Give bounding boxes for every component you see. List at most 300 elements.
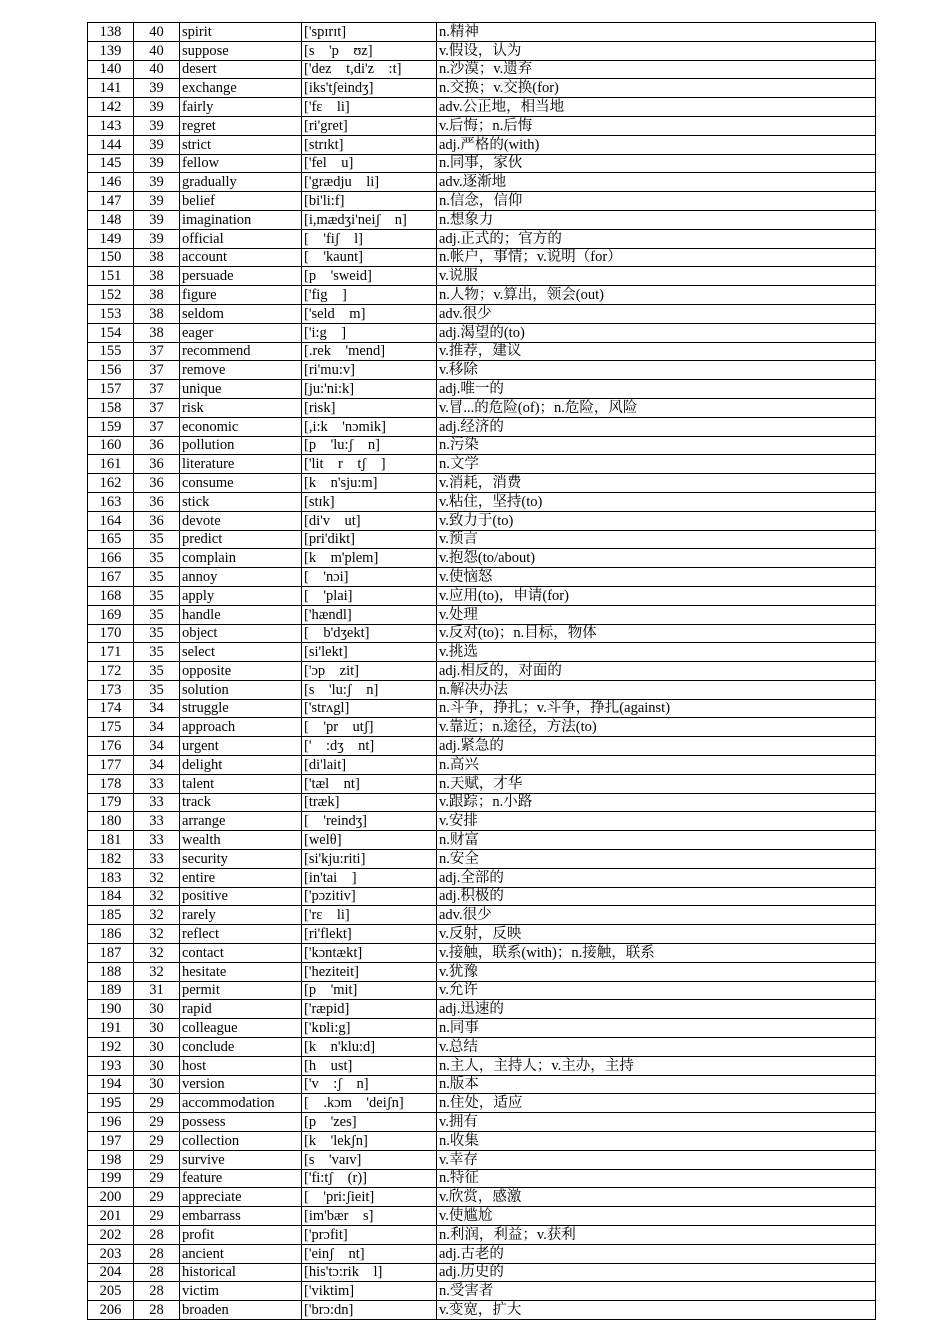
table-row [88,756,876,775]
rank-cell: 138 [88,23,134,42]
frequency-cell: 35 [134,680,180,699]
word-cell: permit [180,981,302,1000]
word-cell: pollution [180,436,302,455]
rank-cell: 178 [88,774,134,793]
rank-cell: 182 [88,850,134,869]
phonetic-cell: [s 'p ʊz] [302,41,437,60]
phonetic-cell: [træk] [302,793,437,812]
word-cell: possess [180,1113,302,1132]
frequency-cell: 35 [134,586,180,605]
phonetic-cell: [p 'lu:ʃ n] [302,436,437,455]
table-row [88,192,876,211]
phonetic-cell: [risk] [302,398,437,417]
phonetic-cell: [ 'reindʒ] [302,812,437,831]
table-row [88,887,876,906]
word-cell: stick [180,492,302,511]
frequency-cell: 30 [134,1038,180,1057]
rank-cell: 196 [88,1113,134,1132]
rank-cell: 189 [88,981,134,1000]
rank-cell: 165 [88,530,134,549]
table-row [88,361,876,380]
definition-cell: n.解决办法 [437,680,876,699]
rank-cell: 174 [88,699,134,718]
word-cell: fairly [180,98,302,117]
word-cell: annoy [180,568,302,587]
frequency-cell: 29 [134,1207,180,1226]
phonetic-cell: [ .kɔm 'deiʃn] [302,1094,437,1113]
table-row [88,154,876,173]
frequency-cell: 39 [134,98,180,117]
phonetic-cell: [ri'gret] [302,116,437,135]
word-cell: account [180,248,302,267]
definition-cell: v.跟踪；n.小路 [437,793,876,812]
definition-cell: n.想象力 [437,210,876,229]
phonetic-cell: [s 'lu:ʃ n] [302,680,437,699]
frequency-cell: 38 [134,286,180,305]
rank-cell: 148 [88,210,134,229]
table-row [88,1244,876,1263]
definition-cell: n.斗争，挣扎；v.斗争，挣扎(against) [437,699,876,718]
table-row [88,267,876,286]
definition-cell: v.应用(to)，申请(for) [437,586,876,605]
rank-cell: 160 [88,436,134,455]
frequency-cell: 33 [134,812,180,831]
definition-cell: v.粘住，坚持(to) [437,492,876,511]
phonetic-cell: [h ust] [302,1056,437,1075]
frequency-cell: 40 [134,23,180,42]
rank-cell: 140 [88,60,134,79]
table-row [88,210,876,229]
rank-cell: 186 [88,925,134,944]
rank-cell: 159 [88,417,134,436]
rank-cell: 169 [88,605,134,624]
phonetic-cell: [si'kju:riti] [302,850,437,869]
frequency-cell: 33 [134,774,180,793]
rank-cell: 156 [88,361,134,380]
word-cell: risk [180,398,302,417]
frequency-cell: 39 [134,79,180,98]
phonetic-cell: [ 'pri:ʃieit] [302,1188,437,1207]
phonetic-cell: ['fɛ li] [302,98,437,117]
table-row [88,492,876,511]
rank-cell: 168 [88,586,134,605]
definition-cell: adj.全部的 [437,868,876,887]
table-row [88,530,876,549]
rank-cell: 151 [88,267,134,286]
definition-cell: v.消耗，消费 [437,474,876,493]
word-cell: strict [180,135,302,154]
word-cell: rarely [180,906,302,925]
definition-cell: v.总结 [437,1038,876,1057]
table-row [88,474,876,493]
table-row [88,568,876,587]
phonetic-cell: ['seld m] [302,304,437,323]
table-row [88,737,876,756]
table-row [88,962,876,981]
phonetic-cell: [ b'dʒekt] [302,624,437,643]
phonetic-cell: [ 'pr utʃ] [302,718,437,737]
definition-cell: v.接触，联系(with)；n.接触，联系 [437,944,876,963]
rank-cell: 161 [88,455,134,474]
definition-cell: n.交换；v.交换(for) [437,79,876,98]
phonetic-cell: [k m'plem] [302,549,437,568]
definition-cell: n.特征 [437,1169,876,1188]
phonetic-cell: [di'v ut] [302,511,437,530]
frequency-cell: 40 [134,60,180,79]
rank-cell: 158 [88,398,134,417]
rank-cell: 154 [88,323,134,342]
frequency-cell: 29 [134,1132,180,1151]
phonetic-cell: [ 'nɔi] [302,568,437,587]
frequency-cell: 39 [134,210,180,229]
word-cell: exchange [180,79,302,98]
rank-cell: 145 [88,154,134,173]
word-cell: collection [180,1132,302,1151]
word-cell: recommend [180,342,302,361]
word-cell: remove [180,361,302,380]
phonetic-cell: ['strʌgl] [302,699,437,718]
table-row [88,23,876,42]
definition-cell: adj.相反的，对面的 [437,662,876,681]
definition-cell: n.人物；v.算出，领会(out) [437,286,876,305]
word-cell: reflect [180,925,302,944]
table-row [88,1132,876,1151]
phonetic-cell: ['v :ʃ n] [302,1075,437,1094]
rank-cell: 179 [88,793,134,812]
rank-cell: 184 [88,887,134,906]
word-cell: belief [180,192,302,211]
word-cell: handle [180,605,302,624]
definition-cell: n.高兴 [437,756,876,775]
word-cell: version [180,1075,302,1094]
phonetic-cell: [in'tai ] [302,868,437,887]
definition-cell: n.同事 [437,1019,876,1038]
word-cell: economic [180,417,302,436]
rank-cell: 171 [88,643,134,662]
frequency-cell: 34 [134,699,180,718]
phonetic-cell: ['tæl nt] [302,774,437,793]
frequency-cell: 39 [134,229,180,248]
phonetic-cell: [his'tɔ:rik l] [302,1263,437,1282]
word-cell: historical [180,1263,302,1282]
phonetic-cell: [bi'li:f] [302,192,437,211]
definition-cell: adj.历史的 [437,1263,876,1282]
table-row [88,624,876,643]
definition-cell: v.变宽，扩大 [437,1301,876,1320]
table-row [88,1094,876,1113]
phonetic-cell: [.rek 'mend] [302,342,437,361]
word-cell: literature [180,455,302,474]
table-row [88,549,876,568]
table-row [88,342,876,361]
definition-cell: v.欣赏，感激 [437,1188,876,1207]
table-row [88,1282,876,1301]
phonetic-cell: ['hændl] [302,605,437,624]
rank-cell: 162 [88,474,134,493]
rank-cell: 205 [88,1282,134,1301]
frequency-cell: 39 [134,173,180,192]
word-cell: survive [180,1150,302,1169]
definition-cell: v.致力于(to) [437,511,876,530]
definition-cell: adj.严格的(with) [437,135,876,154]
frequency-cell: 29 [134,1150,180,1169]
word-cell: predict [180,530,302,549]
frequency-cell: 32 [134,962,180,981]
phonetic-cell: ['einʃ nt] [302,1244,437,1263]
word-cell: host [180,1056,302,1075]
frequency-cell: 35 [134,624,180,643]
frequency-cell: 38 [134,323,180,342]
definition-cell: n.天赋，才华 [437,774,876,793]
definition-cell: n.污染 [437,436,876,455]
phonetic-cell: ['ɔp zit] [302,662,437,681]
rank-cell: 206 [88,1301,134,1320]
word-cell: object [180,624,302,643]
rank-cell: 204 [88,1263,134,1282]
word-cell: regret [180,116,302,135]
definition-cell: adv.逐渐地 [437,173,876,192]
phonetic-cell: [pri'dikt] [302,530,437,549]
rank-cell: 152 [88,286,134,305]
table-row [88,398,876,417]
phonetic-cell: ['grædju li] [302,173,437,192]
table-row [88,831,876,850]
frequency-cell: 38 [134,304,180,323]
rank-cell: 141 [88,79,134,98]
rank-cell: 150 [88,248,134,267]
rank-cell: 195 [88,1094,134,1113]
table-row [88,774,876,793]
phonetic-cell: [iks'tʃeindʒ] [302,79,437,98]
word-cell: security [180,850,302,869]
table-row [88,60,876,79]
table-row [88,718,876,737]
phonetic-cell: ['fel u] [302,154,437,173]
table-row [88,98,876,117]
definition-cell: n.受害者 [437,1282,876,1301]
phonetic-cell: [k n'klu:d] [302,1038,437,1057]
word-cell: colleague [180,1019,302,1038]
phonetic-cell: ['brɔ:dn] [302,1301,437,1320]
rank-cell: 177 [88,756,134,775]
frequency-cell: 37 [134,361,180,380]
word-cell: opposite [180,662,302,681]
rank-cell: 199 [88,1169,134,1188]
frequency-cell: 33 [134,850,180,869]
phonetic-cell: ['fig ] [302,286,437,305]
frequency-cell: 32 [134,925,180,944]
word-cell: figure [180,286,302,305]
phonetic-cell: [stɪk] [302,492,437,511]
phonetic-cell: ['fi:tʃ (r)] [302,1169,437,1188]
definition-cell: adj.渴望的(to) [437,323,876,342]
word-cell: talent [180,774,302,793]
frequency-cell: 37 [134,380,180,399]
rank-cell: 170 [88,624,134,643]
phonetic-cell: [welθ] [302,831,437,850]
word-cell: gradually [180,173,302,192]
word-cell: fellow [180,154,302,173]
phonetic-cell: ['pɔzitiv] [302,887,437,906]
table-row [88,1113,876,1132]
definition-cell: n.帐户，事情；v.说明（for） [437,248,876,267]
word-cell: feature [180,1169,302,1188]
table-row [88,1150,876,1169]
table-row [88,304,876,323]
definition-cell: adj.积极的 [437,887,876,906]
rank-cell: 180 [88,812,134,831]
phonetic-cell: [ 'kaunt] [302,248,437,267]
rank-cell: 172 [88,662,134,681]
phonetic-cell: [,i:k 'nɔmik] [302,417,437,436]
rank-cell: 147 [88,192,134,211]
phonetic-cell: ['i:g ] [302,323,437,342]
rank-cell: 175 [88,718,134,737]
frequency-cell: 30 [134,1056,180,1075]
word-cell: positive [180,887,302,906]
vocabulary-table-body [88,23,876,1320]
frequency-cell: 35 [134,549,180,568]
word-cell: select [180,643,302,662]
rank-cell: 157 [88,380,134,399]
definition-cell: v.安排 [437,812,876,831]
frequency-cell: 29 [134,1094,180,1113]
definition-cell: n.信念，信仰 [437,192,876,211]
rank-cell: 194 [88,1075,134,1094]
definition-cell: adj.唯一的 [437,380,876,399]
frequency-cell: 33 [134,793,180,812]
word-cell: delight [180,756,302,775]
rank-cell: 203 [88,1244,134,1263]
word-cell: eager [180,323,302,342]
definition-cell: n.安全 [437,850,876,869]
phonetic-cell: ['ræpid] [302,1000,437,1019]
definition-cell: v.使恼怒 [437,568,876,587]
frequency-cell: 38 [134,267,180,286]
rank-cell: 193 [88,1056,134,1075]
rank-cell: 155 [88,342,134,361]
word-cell: unique [180,380,302,399]
rank-cell: 185 [88,906,134,925]
frequency-cell: 36 [134,492,180,511]
word-cell: profit [180,1226,302,1245]
rank-cell: 164 [88,511,134,530]
frequency-cell: 32 [134,868,180,887]
table-row [88,1075,876,1094]
definition-cell: n.主人，主持人；v.主办，主持 [437,1056,876,1075]
word-cell: ancient [180,1244,302,1263]
table-row [88,1188,876,1207]
table-row [88,229,876,248]
frequency-cell: 36 [134,455,180,474]
definition-cell: adv.公正地，相当地 [437,98,876,117]
table-row [88,793,876,812]
phonetic-cell: ['rɛ li] [302,906,437,925]
frequency-cell: 28 [134,1301,180,1320]
definition-cell: adj.经济的 [437,417,876,436]
table-row [88,417,876,436]
frequency-cell: 38 [134,248,180,267]
rank-cell: 176 [88,737,134,756]
frequency-cell: 34 [134,737,180,756]
definition-cell: n.住处，适应 [437,1094,876,1113]
phonetic-cell: [i,mædʒi'neiʃ n] [302,210,437,229]
frequency-cell: 29 [134,1169,180,1188]
table-row [88,511,876,530]
table-row [88,1056,876,1075]
vocabulary-table [87,22,876,1320]
rank-cell: 146 [88,173,134,192]
rank-cell: 187 [88,944,134,963]
word-cell: appreciate [180,1188,302,1207]
table-row [88,699,876,718]
phonetic-cell: ['lit r tʃ ] [302,455,437,474]
phonetic-cell: [strɪkt] [302,135,437,154]
table-row [88,1301,876,1320]
frequency-cell: 36 [134,436,180,455]
frequency-cell: 37 [134,342,180,361]
frequency-cell: 36 [134,474,180,493]
frequency-cell: 28 [134,1282,180,1301]
table-row [88,116,876,135]
frequency-cell: 40 [134,41,180,60]
frequency-cell: 33 [134,831,180,850]
rank-cell: 163 [88,492,134,511]
frequency-cell: 30 [134,1000,180,1019]
definition-cell: n.财富 [437,831,876,850]
frequency-cell: 39 [134,116,180,135]
frequency-cell: 39 [134,192,180,211]
definition-cell: v.推荐，建议 [437,342,876,361]
rank-cell: 149 [88,229,134,248]
table-row [88,41,876,60]
definition-cell: adj.古老的 [437,1244,876,1263]
table-row [88,605,876,624]
word-cell: contact [180,944,302,963]
word-cell: imagination [180,210,302,229]
phonetic-cell: [ 'plai] [302,586,437,605]
definition-cell: adj.紧急的 [437,737,876,756]
table-row [88,981,876,1000]
definition-cell: v.允许 [437,981,876,1000]
frequency-cell: 35 [134,643,180,662]
frequency-cell: 39 [134,135,180,154]
phonetic-cell: ['spɪrɪt] [302,23,437,42]
phonetic-cell: [p 'mit] [302,981,437,1000]
word-cell: struggle [180,699,302,718]
table-row [88,436,876,455]
word-cell: solution [180,680,302,699]
definition-cell: v.抱怨(to/about) [437,549,876,568]
frequency-cell: 30 [134,1075,180,1094]
definition-cell: adj.迅速的 [437,1000,876,1019]
table-row [88,850,876,869]
word-cell: wealth [180,831,302,850]
frequency-cell: 30 [134,1019,180,1038]
definition-cell: adj.正式的；官方的 [437,229,876,248]
frequency-cell: 34 [134,756,180,775]
table-row [88,1019,876,1038]
word-cell: complain [180,549,302,568]
definition-cell: v.反射，反映 [437,925,876,944]
definition-cell: v.冒...的危险(of)；n.危险，风险 [437,398,876,417]
table-row [88,1169,876,1188]
table-row [88,1226,876,1245]
table-row [88,1263,876,1282]
word-cell: consume [180,474,302,493]
frequency-cell: 29 [134,1113,180,1132]
word-cell: urgent [180,737,302,756]
